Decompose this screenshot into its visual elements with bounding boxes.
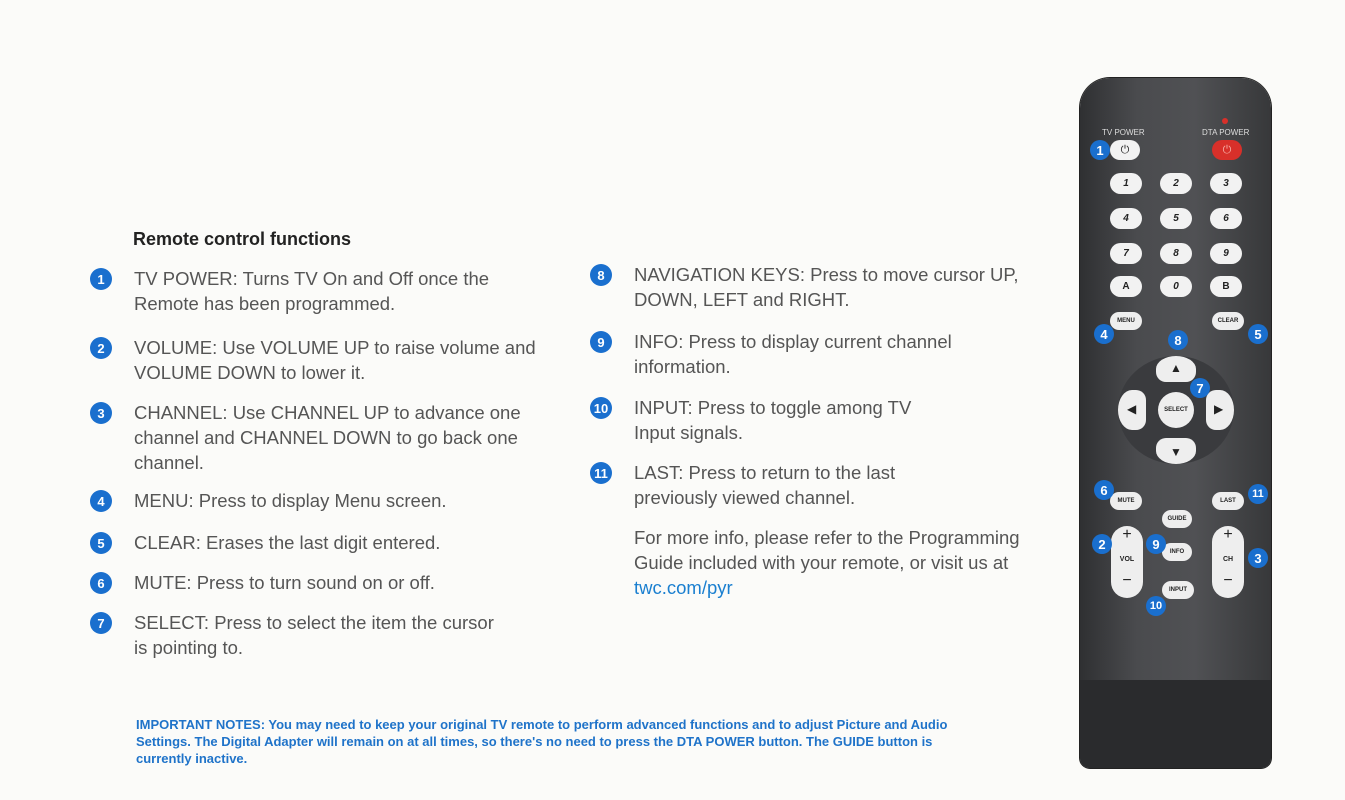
number-badge: 1 <box>90 268 112 290</box>
key-9[interactable]: 9 <box>1210 243 1242 264</box>
last-button[interactable]: LAST <box>1212 492 1244 510</box>
number-badge: 5 <box>90 532 112 554</box>
item-text: INPUT: Press to toggle among TV Input signals. <box>634 397 912 443</box>
mute-button[interactable]: MUTE <box>1110 492 1142 510</box>
remote-base <box>1080 680 1271 768</box>
arrow-right-icon: ▶ <box>1214 402 1224 416</box>
item-text: SELECT: Press to select the item the cursor is pointing to. <box>134 612 494 658</box>
volume-label: VOL <box>1119 556 1135 563</box>
arrow-up-icon: ▲ <box>1170 361 1182 375</box>
callout-badge: 9 <box>1146 534 1166 554</box>
power-icon: ⏻ <box>1120 143 1130 156</box>
dta-power-button[interactable] <box>1212 140 1242 160</box>
number-badge: 3 <box>90 402 112 424</box>
number-badge: 8 <box>590 264 612 286</box>
arrow-down-icon: ▼ <box>1170 445 1182 459</box>
list-item <box>90 400 544 475</box>
dta-power-label: DTA POWER <box>1202 128 1250 137</box>
channel-down-label: − <box>1223 572 1233 589</box>
channel-rocker[interactable] <box>1212 526 1244 598</box>
item-text: MENU: Press to display Menu screen. <box>134 490 447 511</box>
nav-down-button[interactable] <box>1156 438 1196 464</box>
item-text: TV POWER: Turns TV On and Off once the Remote has been programmed. <box>134 268 490 314</box>
number-badge: 2 <box>90 337 112 359</box>
navigation-pad <box>1118 356 1234 464</box>
menu-button[interactable]: MENU <box>1110 312 1142 330</box>
item-text: VOLUME: Use VOLUME UP to raise volume and VOLUME DOWN to lower it. <box>134 337 536 383</box>
callout-badge: 2 <box>1092 534 1112 554</box>
tv-power-button[interactable] <box>1110 140 1140 160</box>
tv-power-label: TV POWER <box>1102 128 1145 137</box>
nav-right-button[interactable] <box>1206 390 1234 430</box>
item-text: NAVIGATION KEYS: Press to move cursor UP, DOWN, LEFT and RIGHT. <box>634 264 1019 310</box>
nav-up-button[interactable] <box>1156 356 1196 382</box>
number-badge: 4 <box>90 490 112 512</box>
more-info-text: For more info, please refer to the Programming Guide included with your remote, or visit us at <box>634 527 1020 573</box>
channel-up-label: + <box>1223 526 1233 543</box>
power-icon: ⏻ <box>1222 143 1232 156</box>
callout-badge: 11 <box>1248 484 1268 504</box>
item-text: CLEAR: Erases the last digit entered. <box>134 532 441 553</box>
number-badge: 6 <box>90 572 112 594</box>
key-3[interactable]: 3 <box>1210 173 1242 194</box>
callout-badge: 10 <box>1146 596 1166 616</box>
key-5[interactable]: 5 <box>1160 208 1192 229</box>
volume-down-label: − <box>1122 572 1132 589</box>
list-item <box>90 530 554 555</box>
callout-badge: 6 <box>1094 480 1114 500</box>
list-item <box>90 488 554 513</box>
volume-rocker[interactable] <box>1111 526 1143 598</box>
key-b[interactable]: B <box>1210 276 1242 297</box>
item-text: LAST: Press to return to the last previously viewed channel. <box>634 462 896 508</box>
led-indicator <box>1222 118 1228 124</box>
guide-button[interactable]: GUIDE <box>1162 510 1192 528</box>
select-button[interactable]: SELECT <box>1158 392 1194 428</box>
number-badge: 10 <box>590 397 612 419</box>
website-link[interactable]: twc.com/pyr <box>634 577 733 598</box>
list-item <box>590 460 964 510</box>
key-1[interactable]: 1 <box>1110 173 1142 194</box>
callout-badge: 3 <box>1248 548 1268 568</box>
page-title: Remote control functions <box>133 229 352 249</box>
list-item <box>590 395 944 445</box>
input-button[interactable]: INPUT <box>1162 581 1194 599</box>
number-badge: 9 <box>590 331 612 353</box>
list-item <box>90 610 494 660</box>
key-0[interactable]: 0 <box>1160 276 1192 297</box>
number-badge: 11 <box>590 462 612 484</box>
item-text: MUTE: Press to turn sound on or off. <box>134 572 435 593</box>
info-button[interactable]: INFO <box>1162 543 1192 561</box>
list-item <box>90 335 554 385</box>
important-notes: IMPORTANT NOTES: You may need to keep your original TV remote to perform advanced functions and to adjust Picture and Audio Settings. The Digital Adapter will remain on at all times, so there's no need to press the DTA POWER button. The GUIDE button is currently inactive. <box>136 717 948 766</box>
key-8[interactable]: 8 <box>1160 243 1192 264</box>
list-item <box>590 262 1024 312</box>
volume-up-label: + <box>1122 526 1132 543</box>
callout-badge: 7 <box>1190 378 1210 398</box>
key-2[interactable]: 2 <box>1160 173 1192 194</box>
key-7[interactable]: 7 <box>1110 243 1142 264</box>
key-a[interactable]: A <box>1110 276 1142 297</box>
callout-badge: 5 <box>1248 324 1268 344</box>
more-info <box>634 525 1034 600</box>
callout-badge: 8 <box>1168 330 1188 350</box>
item-text: INFO: Press to display current channel information. <box>634 331 952 377</box>
key-4[interactable]: 4 <box>1110 208 1142 229</box>
number-badge: 7 <box>90 612 112 634</box>
key-6[interactable]: 6 <box>1210 208 1242 229</box>
channel-label: CH <box>1222 556 1234 563</box>
list-item <box>90 266 554 316</box>
list-item <box>590 329 954 379</box>
callout-badge: 1 <box>1090 140 1110 160</box>
arrow-left-icon: ◀ <box>1127 402 1137 416</box>
remote-control <box>1080 78 1271 768</box>
clear-button[interactable]: CLEAR <box>1212 312 1244 330</box>
nav-left-button[interactable] <box>1118 390 1146 430</box>
list-item <box>90 570 554 595</box>
item-text: CHANNEL: Use CHANNEL UP to advance one channel and CHANNEL DOWN to go back one channel. <box>134 402 521 473</box>
callout-badge: 4 <box>1094 324 1114 344</box>
